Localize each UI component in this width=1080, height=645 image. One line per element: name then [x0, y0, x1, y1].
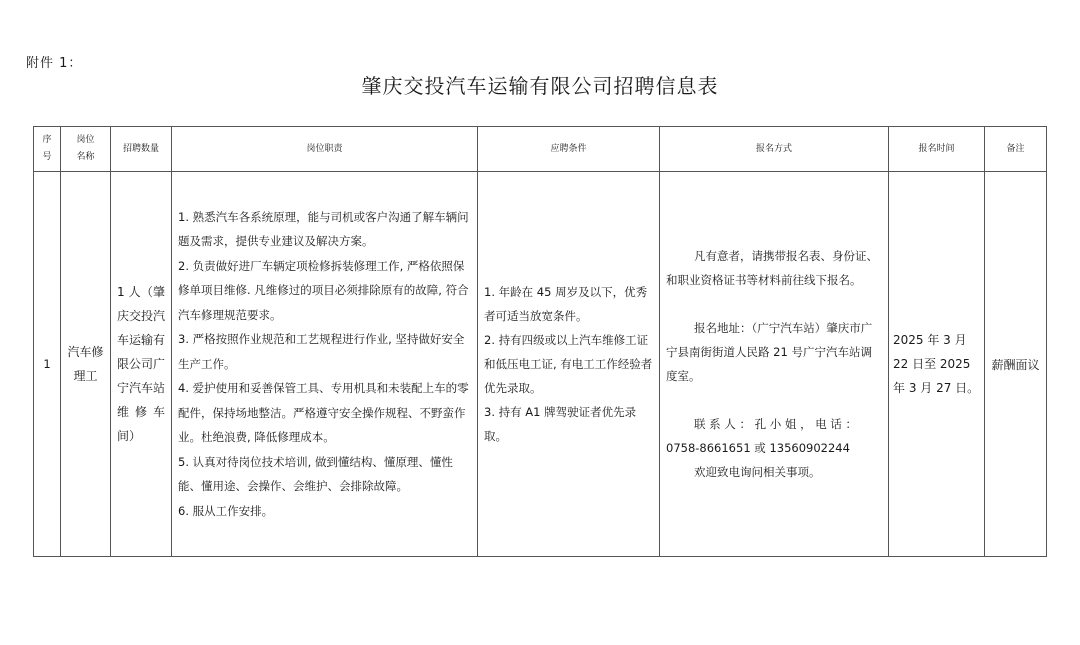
- header-no-line1: 序: [42, 135, 52, 145]
- duty-item: 2. 负责做好进厂车辆定项检修拆装修理工作, 严格依照保修单项目维修. 凡维修过的项目必须排除原有的故障, 符合汽车修理规范要求。: [178, 258, 469, 322]
- apply-phones: 0758-8661651 或 13560902244: [666, 441, 850, 455]
- cell-no: 1: [34, 172, 61, 557]
- cell-quota: 1 人（肇庆交投汽车运输有限公司广宁汽车站维修车间）: [111, 172, 172, 557]
- header-apply-method: 报名方式: [660, 127, 889, 172]
- header-no: [34, 127, 61, 172]
- table-row: [34, 172, 1047, 557]
- header-apply-time: 报名时间: [889, 127, 985, 172]
- cell-apply-method: [660, 172, 889, 557]
- header-post-line1: 岗位: [76, 135, 95, 145]
- apply-contact: 联 系 人 ： 孔 小 姐 ， 电 话 ：: [694, 417, 858, 431]
- apply-welcome: 欢迎致电询问相关事项。: [694, 465, 821, 479]
- table-header-row: [34, 127, 1047, 172]
- duty-item: 1. 熟悉汽车各系统原理，能与司机或客户沟通了解车辆问题及需求，提供专业建议及解决方案。: [178, 209, 469, 249]
- header-post: [61, 127, 111, 172]
- page-title: 肇庆交投汽车运输有限公司招聘信息表: [361, 74, 719, 98]
- header-no-line2: 号: [42, 152, 52, 162]
- annex-label: 附件 1：: [26, 56, 83, 71]
- cell-notes: 薪酬面议: [985, 172, 1047, 557]
- requirement-item: 1. 年龄在 45 周岁及以下，优秀者可适当放宽条件。: [484, 285, 648, 323]
- header-quota: 招聘数量: [111, 127, 172, 172]
- header-requirements: 应聘条件: [478, 127, 660, 172]
- apply-intro: 凡有意者，请携带报名表、身份证、和职业资格证书等材料前往线下报名。: [666, 249, 878, 287]
- requirement-item: 3. 持有 A1 牌驾驶证者优先录取。: [484, 405, 637, 443]
- cell-duties: [172, 172, 478, 557]
- cell-post: 汽车修理工: [61, 172, 111, 557]
- cell-apply-time: 2025 年 3 月 22 日至 2025 年 3 月 27 日。: [889, 172, 985, 557]
- header-notes: 备注: [985, 127, 1047, 172]
- header-duties: 岗位职责: [172, 127, 478, 172]
- recruitment-table: [33, 126, 1047, 557]
- duty-item: 4. 爱护使用和妥善保管工具、专用机具和未装配上车的零配件，保持场地整洁。严格遵守安全操作规程、不野蛮作业。杜绝浪费, 降低修理成本。: [178, 381, 469, 445]
- duty-item: 3. 严格按照作业规范和工艺规程进行作业, 坚持做好安全生产工作。: [178, 332, 465, 371]
- duty-item: 5. 认真对待岗位技术培训, 做到懂结构、懂原理、懂性能、懂用途、会操作、会维护、会排除故障。: [178, 454, 453, 494]
- cell-requirements: [478, 172, 660, 557]
- duty-item: 6. 服从工作安排。: [178, 503, 274, 518]
- requirement-item: 2. 持有四级或以上汽车维修工证和低压电工证, 有电工工作经验者优先录取。: [484, 333, 653, 395]
- apply-address: 报名地址：（广宁汽车站）肇庆市广宁县南街街道人民路 21 号广宁汽车站调度室。: [666, 321, 873, 383]
- header-post-line2: 名称: [76, 152, 95, 162]
